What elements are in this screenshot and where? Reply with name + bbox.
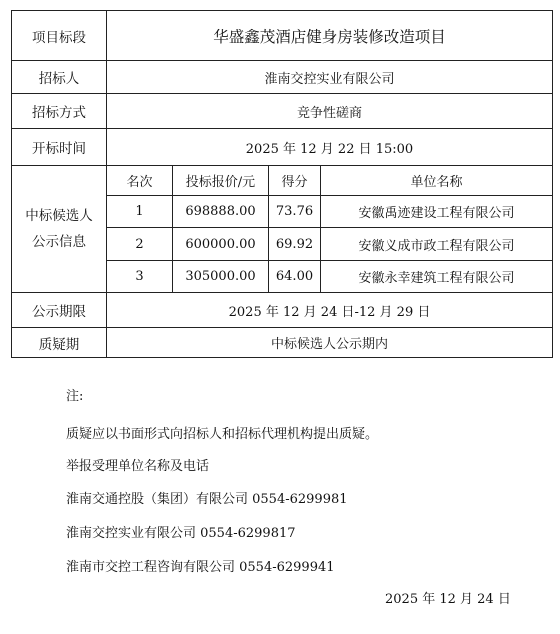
candidate-score: 73.76 (269, 196, 321, 228)
candidates-label-line2: 公示信息 (32, 234, 86, 250)
notes-line-5: 淮南市交控工程咨询有限公司 0554-6299941 (66, 560, 335, 575)
row-query (12, 328, 553, 358)
row-publicity (12, 293, 553, 328)
row-tenderer (12, 61, 553, 94)
tenderer-value: 淮南交控实业有限公司 (107, 61, 553, 94)
candidate-rank: 1 (107, 196, 173, 228)
publish-date: 2025 年 12 月 24 日 (385, 592, 511, 607)
candidate-price: 305000.00 (173, 261, 269, 293)
header-company: 单位名称 (321, 166, 553, 196)
query-label: 质疑期 (12, 328, 107, 358)
query-value: 中标候选人公示期内 (107, 328, 553, 358)
row-method (12, 94, 553, 129)
project-value: 华盛鑫茂酒店健身房装修改造项目 (107, 11, 553, 61)
open-time-label: 开标时间 (12, 129, 107, 166)
row-candidates-header (12, 166, 553, 196)
candidate-price: 600000.00 (173, 228, 269, 261)
notes-line-2: 举报受理单位名称及电话 (66, 459, 210, 474)
candidate-price: 698888.00 (173, 196, 269, 228)
notes-line-3: 淮南交通控股（集团）有限公司 0554-6299981 (66, 492, 348, 507)
header-rank: 名次 (107, 166, 173, 196)
candidate-company: 安徽永幸建筑工程有限公司 (321, 261, 553, 293)
header-price: 投标报价/元 (173, 166, 269, 196)
candidate-score: 69.92 (269, 228, 321, 261)
candidate-company: 安徽禹迹建设工程有限公司 (321, 196, 553, 228)
bid-result-table (11, 10, 553, 358)
publicity-value: 2025 年 12 月 24 日-12 月 29 日 (107, 293, 553, 328)
open-time-value: 2025 年 12 月 22 日 15:00 (107, 129, 553, 166)
method-label: 招标方式 (12, 94, 107, 129)
candidate-rank: 3 (107, 261, 173, 293)
row-project (12, 11, 553, 61)
notes-line-1: 质疑应以书面形式向招标人和招标代理机构提出质疑。 (66, 427, 379, 442)
method-value: 竞争性磋商 (107, 94, 553, 129)
publicity-label: 公示期限 (12, 293, 107, 328)
candidates-label-line1: 中标候选人 (25, 208, 93, 224)
notes-heading: 注: (66, 389, 84, 404)
notes-line-4: 淮南交控实业有限公司 0554-6299817 (66, 526, 296, 541)
tenderer-label: 招标人 (12, 61, 107, 94)
candidates-label (12, 166, 107, 293)
project-label: 项目标段 (12, 11, 107, 61)
row-open-time (12, 129, 553, 166)
candidate-score: 64.00 (269, 261, 321, 293)
candidate-company: 安徽义成市政工程有限公司 (321, 228, 553, 261)
header-score: 得分 (269, 166, 321, 196)
candidate-rank: 2 (107, 228, 173, 261)
